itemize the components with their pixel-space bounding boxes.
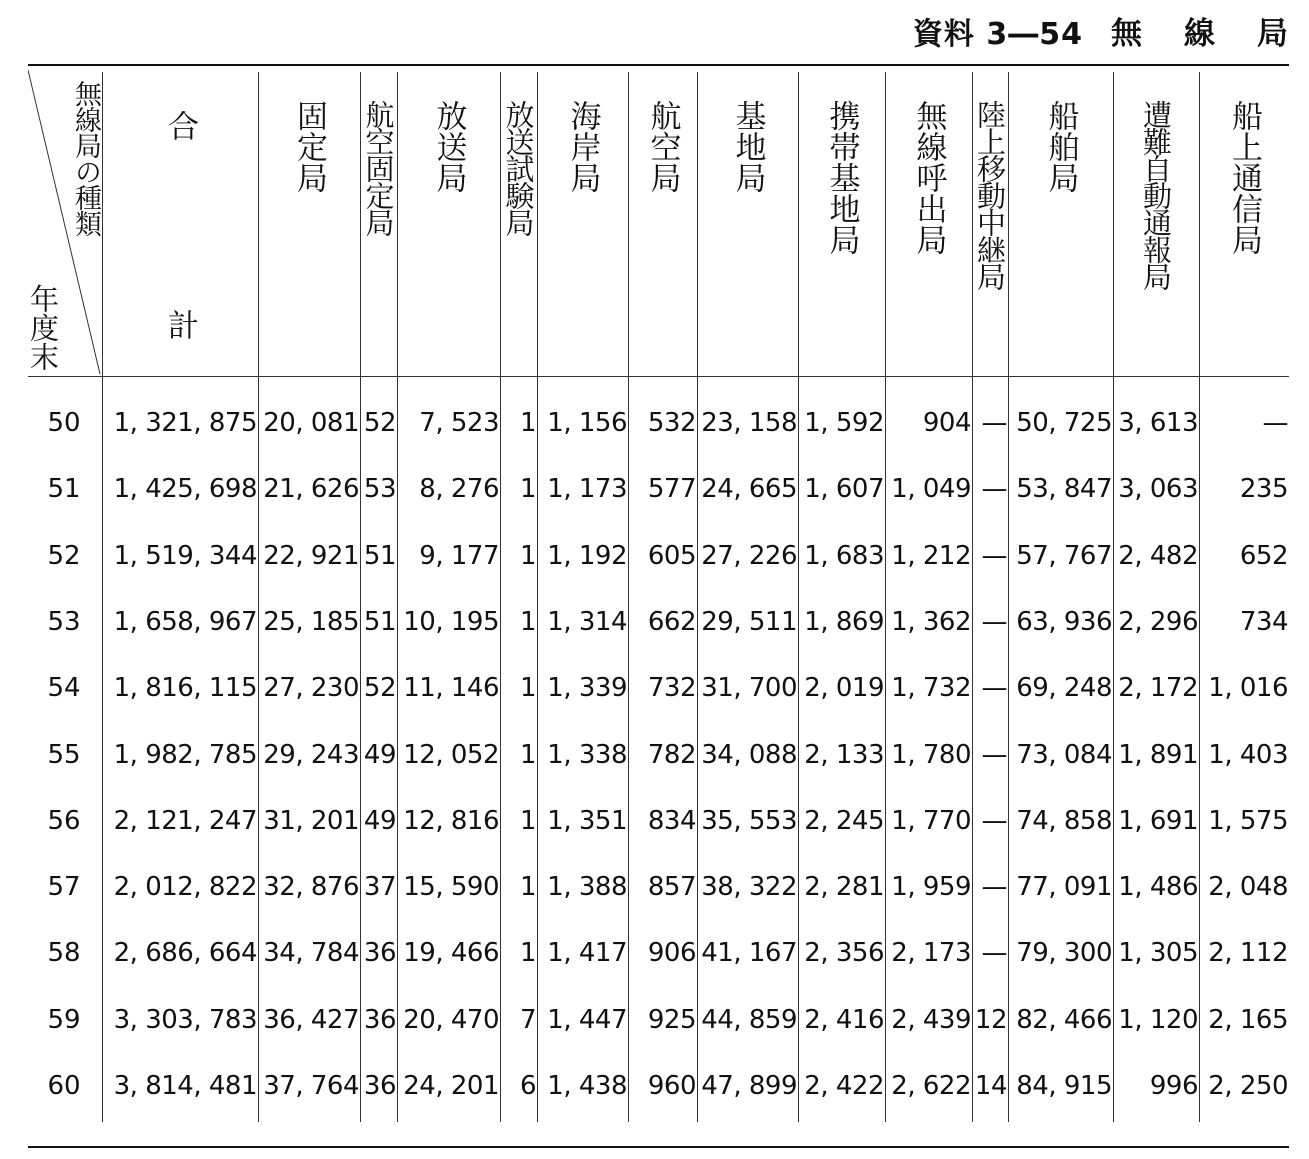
table-cell: 904 <box>922 408 971 438</box>
column-header <box>972 100 1008 350</box>
column-header <box>537 100 628 350</box>
table-cell: 84, 915 <box>1016 1071 1112 1101</box>
column-header-label: 放送局 <box>430 100 467 193</box>
column-header-label: 放送試験局 <box>501 100 536 235</box>
table-cell: 960 <box>647 1071 696 1101</box>
table-cell: 1, 339 <box>547 673 627 703</box>
column-header-label: 合計 <box>162 110 198 340</box>
table-cell: 34, 088 <box>701 740 797 770</box>
table-cell: 41, 167 <box>701 938 797 968</box>
table-cell: 63, 936 <box>1016 607 1112 637</box>
table-cell: 1, 049 <box>891 474 971 504</box>
table-cell: 47, 899 <box>701 1071 797 1101</box>
table-cell: 37, 764 <box>263 1071 359 1101</box>
table-cell: 44, 859 <box>701 1005 797 1035</box>
column-header <box>102 110 258 360</box>
column-header <box>697 100 798 350</box>
table-cell: 532 <box>647 408 696 438</box>
title-char: 無 <box>1111 16 1143 52</box>
table-cell: 2, 048 <box>1208 872 1288 902</box>
table-cell: 49 <box>363 740 396 770</box>
table-cell: 11, 146 <box>403 673 499 703</box>
row-year: 56 <box>47 806 81 836</box>
table-cell: 82, 466 <box>1016 1005 1112 1035</box>
table-cell: — <box>1262 408 1288 438</box>
table-cell: 52 <box>363 408 396 438</box>
table-cell: 1, 780 <box>891 740 971 770</box>
table-cell: 857 <box>647 872 696 902</box>
column-header-label: 船舶局 <box>1042 100 1079 193</box>
table-cell: 1, 212 <box>891 541 971 571</box>
column-header-label: 基地局 <box>729 100 766 193</box>
table-cell: 15, 590 <box>403 872 499 902</box>
title-char: 局 <box>1257 16 1289 52</box>
table-cell: 1, 869 <box>804 607 884 637</box>
table-cell: 29, 511 <box>701 607 797 637</box>
table-cell: 27, 226 <box>701 541 797 571</box>
table-cell: 1, 314 <box>547 607 627 637</box>
table-cell: 9, 177 <box>419 541 499 571</box>
table-cell: 36 <box>363 938 396 968</box>
table-cell: 1, 403 <box>1208 740 1288 770</box>
table-cell: 3, 814, 481 <box>113 1071 257 1101</box>
column-header-label: 固定局 <box>291 100 327 193</box>
table-cell: 1, 156 <box>547 408 627 438</box>
table-cell: 8, 276 <box>419 474 499 504</box>
table-cell: 53, 847 <box>1016 474 1112 504</box>
table-cell: 36 <box>363 1071 396 1101</box>
table-cell: 25, 185 <box>263 607 359 637</box>
table-cell: 12 <box>974 1005 1007 1035</box>
table-cell: 1, 321, 875 <box>113 408 257 438</box>
table-cell: 734 <box>1239 607 1288 637</box>
table-cell: 32, 876 <box>263 872 359 902</box>
table-cell: 235 <box>1239 474 1288 504</box>
title-label: 資料 3―54 <box>912 17 1083 52</box>
table-cell: 1, 732 <box>891 673 971 703</box>
table-cell: 1, 691 <box>1118 806 1198 836</box>
table-cell: 14 <box>974 1071 1007 1101</box>
table-cell: 2, 439 <box>891 1005 971 1035</box>
table-cell: 2, 245 <box>804 806 884 836</box>
table-cell: 57, 767 <box>1016 541 1112 571</box>
column-header-label: 無線呼出局 <box>910 100 947 255</box>
table-cell: 925 <box>647 1005 696 1035</box>
column-header-label: 携帯基地局 <box>823 100 860 255</box>
table-cell: 2, 019 <box>804 673 884 703</box>
row-year: 53 <box>47 607 81 637</box>
table-cell: 1 <box>519 872 536 902</box>
table-cell: 2, 416 <box>804 1005 884 1035</box>
table-cell: 73, 084 <box>1016 740 1112 770</box>
column-header <box>1113 100 1199 350</box>
table-cell: 2, 165 <box>1208 1005 1288 1035</box>
table-cell: 22, 921 <box>263 541 359 571</box>
table-cell: 20, 470 <box>403 1005 499 1035</box>
table-cell: 1 <box>519 474 536 504</box>
corner-label-year: 年度末 <box>26 284 60 371</box>
column-header <box>1008 100 1113 350</box>
table-cell: 1, 959 <box>891 872 971 902</box>
column-header <box>885 100 972 350</box>
table-cell: 1, 447 <box>547 1005 627 1035</box>
table-cell: 2, 121, 247 <box>113 806 257 836</box>
table-cell: 31, 201 <box>263 806 359 836</box>
table-cell: 605 <box>647 541 696 571</box>
table-cell: 1 <box>519 806 536 836</box>
table-cell: 1, 016 <box>1208 673 1288 703</box>
table-cell: 1, 891 <box>1118 740 1198 770</box>
table-cell: 19, 466 <box>403 938 499 968</box>
table-cell: 1 <box>519 607 536 637</box>
table-cell: 2, 133 <box>804 740 884 770</box>
table-cell: 1, 338 <box>547 740 627 770</box>
table-top-rule <box>28 64 1289 66</box>
table-cell: 3, 613 <box>1118 408 1198 438</box>
table-cell: 53 <box>363 474 396 504</box>
table-cell: 2, 250 <box>1208 1071 1288 1101</box>
table-cell: 49 <box>363 806 396 836</box>
table-cell: — <box>981 938 1007 968</box>
table-cell: 7, 523 <box>419 408 499 438</box>
table-cell: 1, 417 <box>547 938 627 968</box>
table-cell: 3, 303, 783 <box>113 1005 257 1035</box>
row-year: 58 <box>47 938 81 968</box>
table-cell: — <box>981 541 1007 571</box>
table-cell: 1 <box>519 938 536 968</box>
table-cell: 2, 356 <box>804 938 884 968</box>
corner-label-type: 無線局の種類 <box>70 80 101 236</box>
column-header-label: 船上通信局 <box>1226 100 1262 255</box>
table-bottom-rule <box>28 1146 1289 1148</box>
row-year: 60 <box>47 1071 81 1101</box>
table-cell: 2, 173 <box>891 938 971 968</box>
table-cell: — <box>981 474 1007 504</box>
table-cell: 834 <box>647 806 696 836</box>
table-cell: 1, 362 <box>891 607 971 637</box>
table-cell: 1, 658, 967 <box>113 607 257 637</box>
table-cell: — <box>981 408 1007 438</box>
table-cell: 31, 700 <box>701 673 797 703</box>
table-cell: 12, 816 <box>403 806 499 836</box>
row-year: 51 <box>47 474 81 504</box>
table-cell: 2, 622 <box>891 1071 971 1101</box>
table-cell: — <box>981 806 1007 836</box>
column-header-label: 航空固定局 <box>361 100 396 235</box>
table-cell: 2, 281 <box>804 872 884 902</box>
table-cell: 662 <box>647 607 696 637</box>
table-cell: 1, 173 <box>547 474 627 504</box>
table-cell: 906 <box>647 938 696 968</box>
table-cell: 37 <box>363 872 396 902</box>
table-cell: 24, 201 <box>403 1071 499 1101</box>
table-cell: 38, 322 <box>701 872 797 902</box>
table-cell: 29, 243 <box>263 740 359 770</box>
table-cell: 27, 230 <box>263 673 359 703</box>
column-header <box>258 100 360 350</box>
column-header <box>798 100 885 350</box>
column-header-label: 海岸局 <box>564 100 601 193</box>
table-cell: 732 <box>647 673 696 703</box>
table-cell: 51 <box>363 541 396 571</box>
table-cell: 24, 665 <box>701 474 797 504</box>
table-cell: 1, 351 <box>547 806 627 836</box>
table-cell: 1, 770 <box>891 806 971 836</box>
table-cell: 2, 482 <box>1118 541 1198 571</box>
table-cell: 577 <box>647 474 696 504</box>
table-cell: 2, 422 <box>804 1071 884 1101</box>
row-year: 57 <box>47 872 81 902</box>
title-char: 線 <box>1184 16 1216 52</box>
table-cell: 1 <box>519 541 536 571</box>
table-cell: 35, 553 <box>701 806 797 836</box>
table-cell: 1, 816, 115 <box>113 673 257 703</box>
table-cell: — <box>981 673 1007 703</box>
table-cell: 1, 425, 698 <box>113 474 257 504</box>
table-cell: 1, 438 <box>547 1071 627 1101</box>
table-cell: 36, 427 <box>263 1005 359 1035</box>
row-year: 55 <box>47 740 81 770</box>
table-cell: 1, 683 <box>804 541 884 571</box>
table-cell: 1 <box>519 408 536 438</box>
table-cell: 2, 686, 664 <box>113 938 257 968</box>
corner-header <box>28 66 102 376</box>
table-cell: 782 <box>647 740 696 770</box>
column-header-label: 航空局 <box>644 100 681 193</box>
row-year: 50 <box>47 408 81 438</box>
table-cell: 3, 063 <box>1118 474 1198 504</box>
table-cell: 1, 982, 785 <box>113 740 257 770</box>
table-cell: 6 <box>519 1071 536 1101</box>
table-cell: 2, 112 <box>1208 938 1288 968</box>
table-cell: 1 <box>519 673 536 703</box>
table-cell: 2, 172 <box>1118 673 1198 703</box>
table-cell: 1, 120 <box>1118 1005 1198 1035</box>
table-cell: 51 <box>363 607 396 637</box>
table-cell: 52 <box>363 673 396 703</box>
table-cell: 34, 784 <box>263 938 359 968</box>
table-cell: 1, 388 <box>547 872 627 902</box>
table-cell: 23, 158 <box>701 408 797 438</box>
table-cell: 1, 575 <box>1208 806 1288 836</box>
row-year: 54 <box>47 673 81 703</box>
header-divider <box>28 376 1289 377</box>
table-cell: 1, 607 <box>804 474 884 504</box>
table-cell: 1, 305 <box>1118 938 1198 968</box>
table-cell: 50, 725 <box>1016 408 1112 438</box>
table-cell: 79, 300 <box>1016 938 1112 968</box>
table-cell: 652 <box>1239 541 1288 571</box>
table-cell: 12, 052 <box>403 740 499 770</box>
table-cell: 36 <box>363 1005 396 1035</box>
column-header <box>628 100 697 350</box>
table-cell: 1, 486 <box>1118 872 1198 902</box>
table-cell: 1, 592 <box>804 408 884 438</box>
table-cell: 69, 248 <box>1016 673 1112 703</box>
table-cell: 1, 192 <box>547 541 627 571</box>
table-cell: 77, 091 <box>1016 872 1112 902</box>
row-year: 59 <box>47 1005 81 1035</box>
column-header <box>500 100 537 350</box>
column-header-label: 陸上移動中継局 <box>973 100 1007 289</box>
column-header-label: 遭難自動通報局 <box>1139 100 1173 289</box>
table-cell: 996 <box>1149 1071 1198 1101</box>
table-cell: — <box>981 872 1007 902</box>
table-cell: — <box>981 607 1007 637</box>
table-cell: — <box>981 740 1007 770</box>
table-cell: 21, 626 <box>263 474 359 504</box>
table-cell: 7 <box>519 1005 536 1035</box>
table-cell: 20, 081 <box>263 408 359 438</box>
column-header <box>397 100 500 350</box>
table-cell: 1, 519, 344 <box>113 541 257 571</box>
table-cell: 2, 296 <box>1118 607 1198 637</box>
row-year: 52 <box>47 541 81 571</box>
table-cell: 74, 858 <box>1016 806 1112 836</box>
table-cell: 10, 195 <box>403 607 499 637</box>
table-cell: 2, 012, 822 <box>113 872 257 902</box>
table-cell: 1 <box>519 740 536 770</box>
column-header <box>1199 100 1289 350</box>
column-header <box>360 100 397 350</box>
document-title <box>913 8 1289 53</box>
title-word <box>1111 8 1289 53</box>
